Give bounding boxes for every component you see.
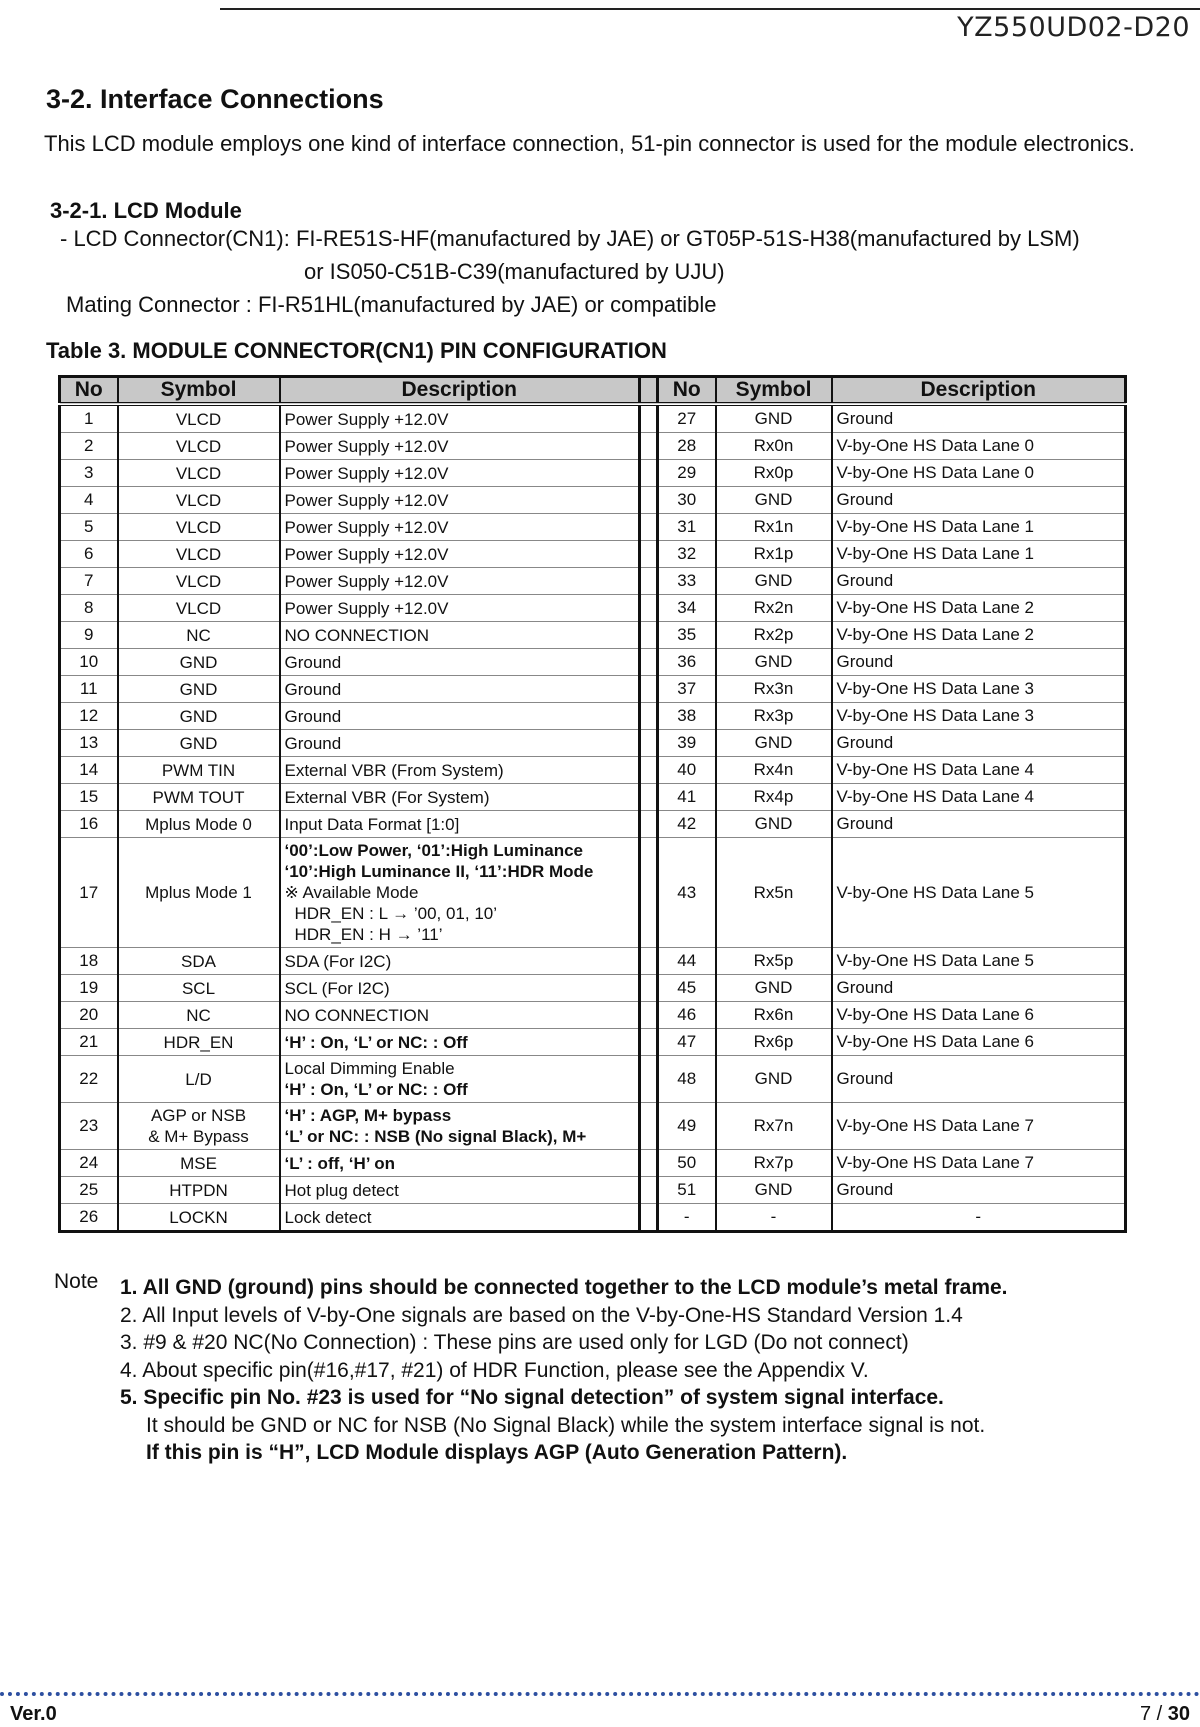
pin-description: Ground <box>832 975 1126 1002</box>
subsection-title: 3-2-1. LCD Module <box>50 198 242 223</box>
pin-description <box>280 1002 640 1029</box>
lcd-connector-line: - LCD Connector(CN1): FI-RE51S-HF(manufactured by JAE) or GT05P-51S-H38(manufactured by LSM) <box>60 226 1080 251</box>
pin-symbol: Rx4p <box>716 784 832 811</box>
table-row <box>60 622 1126 649</box>
column-gap <box>640 595 658 622</box>
pin-number: 38 <box>658 703 716 730</box>
table-row <box>60 541 1126 568</box>
pin-symbol: GND <box>118 676 280 703</box>
pin-description: Ground <box>832 730 1126 757</box>
pin-description <box>280 676 640 703</box>
table-row <box>60 838 1126 948</box>
pin-symbol: Rx7n <box>716 1103 832 1150</box>
pin-description-line: ‘H’ : AGP, M+ bypass <box>284 1106 452 1125</box>
pin-number: 27 <box>658 404 716 433</box>
pin-symbol: VLCD <box>118 514 280 541</box>
pin-number: 20 <box>60 1002 118 1029</box>
pin-description-line: ‘L’ : off, ‘H’ on <box>284 1153 395 1173</box>
table-row <box>60 1056 1126 1103</box>
pin-description-line: SCL (For I2C) <box>284 978 390 998</box>
pin-symbol: HTPDN <box>118 1177 280 1204</box>
table-row <box>60 1177 1126 1204</box>
page-current: 7 <box>1139 1703 1152 1725</box>
pin-description: Ground <box>832 487 1126 514</box>
pin-description <box>280 433 640 460</box>
pin-symbol: VLCD <box>118 541 280 568</box>
pin-description-line: HDR_EN : H → ’11’ <box>294 925 443 944</box>
pin-configuration-table <box>58 375 1127 1233</box>
pin-number: 29 <box>658 460 716 487</box>
pin-number: 19 <box>60 975 118 1002</box>
pin-symbol: Rx2n <box>716 595 832 622</box>
pin-description: Ground <box>832 404 1126 433</box>
pin-description <box>280 404 640 433</box>
pin-number: 46 <box>658 1002 716 1029</box>
pin-number: 2 <box>60 433 118 460</box>
pin-number: 16 <box>60 811 118 838</box>
pin-description: V-by-One HS Data Lane 3 <box>832 703 1126 730</box>
table-row <box>60 1204 1126 1232</box>
pin-number: 26 <box>60 1204 118 1232</box>
table-row <box>60 487 1126 514</box>
notes-label: Note <box>54 1270 99 1293</box>
pin-symbol: NC <box>118 622 280 649</box>
page-number <box>1140 1703 1190 1726</box>
pin-description <box>280 1056 640 1103</box>
pin-description <box>280 811 640 838</box>
pin-description: Ground <box>832 1177 1126 1204</box>
pin-number: 8 <box>60 595 118 622</box>
pin-description-line: Ground <box>284 652 342 672</box>
pin-description: V-by-One HS Data Lane 3 <box>832 676 1126 703</box>
pin-description <box>280 514 640 541</box>
pin-symbol: PWM TIN <box>118 757 280 784</box>
pin-symbol: LOCKN <box>118 1204 280 1232</box>
pin-number: 1 <box>60 404 118 433</box>
pin-description: - <box>832 1204 1126 1232</box>
table-row <box>60 1150 1126 1177</box>
pin-symbol: VLCD <box>118 487 280 514</box>
pin-symbol: VLCD <box>118 433 280 460</box>
pin-symbol: GND <box>118 730 280 757</box>
pin-description: V-by-One HS Data Lane 4 <box>832 784 1126 811</box>
pin-description: V-by-One HS Data Lane 6 <box>832 1002 1126 1029</box>
pin-number: 10 <box>60 649 118 676</box>
pin-description-line: Power Supply +12.0V <box>284 598 449 618</box>
pin-symbol: Rx6n <box>716 1002 832 1029</box>
pin-description-line: Input Data Format [1:0] <box>284 814 460 834</box>
pin-number: 14 <box>60 757 118 784</box>
table-row <box>60 948 1126 975</box>
pin-symbol: L/D <box>118 1056 280 1103</box>
pin-symbol: VLCD <box>118 404 280 433</box>
pin-symbol: VLCD <box>118 568 280 595</box>
pin-symbol: GND <box>716 811 832 838</box>
table-title: Table 3. MODULE CONNECTOR(CN1) PIN CONFIGURATION <box>46 338 667 363</box>
pin-number: 15 <box>60 784 118 811</box>
intro-paragraph: This LCD module employs one kind of interface connection, 51-pin connector is used for the module electronics. <box>44 131 1135 156</box>
document-id: YZ550UD02-D20 <box>957 12 1190 43</box>
pin-description <box>280 730 640 757</box>
pin-number: 35 <box>658 622 716 649</box>
pin-description-line: Ground <box>284 679 342 699</box>
header-description-right: Description <box>832 377 1126 405</box>
pin-description-line: Hot plug detect <box>284 1180 399 1200</box>
pin-number: 13 <box>60 730 118 757</box>
pin-description-line: ※ Available Mode <box>284 883 419 902</box>
pin-number: 49 <box>658 1103 716 1150</box>
pin-symbol: Rx0p <box>716 460 832 487</box>
pin-number: 33 <box>658 568 716 595</box>
pin-symbol: NC <box>118 1002 280 1029</box>
column-gap <box>640 730 658 757</box>
table-row <box>60 649 1126 676</box>
pin-description: V-by-One HS Data Lane 4 <box>832 757 1126 784</box>
pin-symbol: - <box>716 1204 832 1232</box>
pin-number: 28 <box>658 433 716 460</box>
table-row <box>60 1002 1126 1029</box>
pin-description-line: External VBR (From System) <box>284 760 504 780</box>
pin-description-line: SDA (For I2C) <box>284 951 392 971</box>
page-total: 30 <box>1167 1703 1190 1725</box>
header-rule <box>220 8 1200 10</box>
pin-symbol: Rx4n <box>716 757 832 784</box>
pin-description: V-by-One HS Data Lane 1 <box>832 541 1126 568</box>
lcd-connector-alt-line: or IS050-C51B-C39(manufactured by UJU) <box>304 259 725 284</box>
pin-number: 11 <box>60 676 118 703</box>
header-symbol-right: Symbol <box>716 377 832 405</box>
table-row <box>60 784 1126 811</box>
pin-description-line: ‘10’:High Luminance II, ‘11’:HDR Mode <box>284 862 594 881</box>
note-item: 3. #9 & #20 NC(No Connection) : These pins are used only for LGD (Do not connect) <box>120 1331 909 1354</box>
table-row <box>60 676 1126 703</box>
pin-description: V-by-One HS Data Lane 2 <box>832 622 1126 649</box>
pin-description: V-by-One HS Data Lane 5 <box>832 948 1126 975</box>
pin-symbol: HDR_EN <box>118 1029 280 1056</box>
pin-description-line: Local Dimming Enable <box>284 1059 455 1078</box>
column-gap <box>640 1056 658 1103</box>
pin-description <box>280 948 640 975</box>
mating-connector-line: Mating Connector : FI-R51HL(manufactured by JAE) or compatible <box>66 292 717 317</box>
pin-symbol: GND <box>716 1177 832 1204</box>
column-gap <box>640 377 658 405</box>
pin-description <box>280 595 640 622</box>
header-no-right: No <box>658 377 716 405</box>
pin-symbol: Mplus Mode 1 <box>118 838 280 948</box>
pin-number: 30 <box>658 487 716 514</box>
table-row <box>60 1103 1126 1150</box>
pin-symbol: GND <box>716 730 832 757</box>
table-row <box>60 703 1126 730</box>
pin-description-line: Power Supply +12.0V <box>284 463 449 483</box>
pin-symbol: GND <box>716 649 832 676</box>
pin-number: 32 <box>658 541 716 568</box>
table-row <box>60 811 1126 838</box>
pin-symbol: SCL <box>118 975 280 1002</box>
note-item: 4. About specific pin(#16,#17, #21) of HDR Function, please see the Appendix V. <box>120 1358 869 1382</box>
pin-symbol: AGP or NSB & M+ Bypass <box>118 1103 280 1150</box>
column-gap <box>640 541 658 568</box>
header-no: No <box>60 377 118 405</box>
pin-number: 47 <box>658 1029 716 1056</box>
pin-symbol: Rx3p <box>716 703 832 730</box>
pin-description: V-by-One HS Data Lane 1 <box>832 514 1126 541</box>
pin-number: 17 <box>60 838 118 948</box>
pin-description-line: HDR_EN : L → ’00, 01, 10’ <box>294 904 498 923</box>
column-gap <box>640 1103 658 1150</box>
pin-description-line: External VBR (For System) <box>284 787 490 807</box>
pin-number: 24 <box>60 1150 118 1177</box>
pin-description <box>280 622 640 649</box>
pin-symbol: GND <box>716 568 832 595</box>
pin-symbol: Rx7p <box>716 1150 832 1177</box>
pin-number: - <box>658 1204 716 1232</box>
pin-number: 6 <box>60 541 118 568</box>
pin-description-line: Power Supply +12.0V <box>284 436 449 456</box>
pin-description <box>280 1204 640 1232</box>
pin-description: V-by-One HS Data Lane 7 <box>832 1103 1126 1150</box>
pin-description-line: ‘H’ : On, ‘L’ or NC: : Off <box>284 1032 468 1052</box>
pin-description: V-by-One HS Data Lane 2 <box>832 595 1126 622</box>
pin-number: 22 <box>60 1056 118 1103</box>
column-gap <box>640 622 658 649</box>
table-row <box>60 757 1126 784</box>
pin-number: 18 <box>60 948 118 975</box>
pin-description <box>280 838 640 948</box>
pin-description <box>280 541 640 568</box>
table-row <box>60 595 1126 622</box>
column-gap <box>640 1177 658 1204</box>
pin-number: 34 <box>658 595 716 622</box>
pin-description <box>280 649 640 676</box>
table-row <box>60 975 1126 1002</box>
column-gap <box>640 811 658 838</box>
column-gap <box>640 676 658 703</box>
column-gap <box>640 1150 658 1177</box>
section-title: 3-2. Interface Connections <box>46 84 384 114</box>
pin-number: 3 <box>60 460 118 487</box>
column-gap <box>640 948 658 975</box>
pin-description-line: NO CONNECTION <box>284 1005 429 1025</box>
column-gap <box>640 975 658 1002</box>
pin-symbol: Mplus Mode 0 <box>118 811 280 838</box>
pin-number: 42 <box>658 811 716 838</box>
pin-symbol: GND <box>716 1056 832 1103</box>
pin-symbol: GND <box>716 487 832 514</box>
pin-description: V-by-One HS Data Lane 6 <box>832 1029 1126 1056</box>
pin-description: Ground <box>832 811 1126 838</box>
pin-symbol: Rx1n <box>716 514 832 541</box>
note-item: It should be GND or NC for NSB (No Signal Black) while the system interface signal is not. <box>146 1413 986 1437</box>
pin-description: Ground <box>832 568 1126 595</box>
pin-symbol: GND <box>118 703 280 730</box>
footer-rule <box>0 1692 1200 1696</box>
column-gap <box>640 838 658 948</box>
column-gap <box>640 487 658 514</box>
pin-description-line: ‘00’:Low Power, ‘01’:High Luminance <box>284 841 584 860</box>
pin-description-line: ‘H’ : On, ‘L’ or NC: : Off <box>284 1080 468 1099</box>
table-row <box>60 404 1126 433</box>
pin-description <box>280 703 640 730</box>
pin-symbol: Rx5n <box>716 838 832 948</box>
table-row <box>60 1029 1126 1056</box>
pin-description-line: Ground <box>284 733 342 753</box>
column-gap <box>640 784 658 811</box>
column-gap <box>640 460 658 487</box>
column-gap <box>640 757 658 784</box>
pin-symbol: Rx3n <box>716 676 832 703</box>
pin-description <box>280 757 640 784</box>
table-row <box>60 433 1126 460</box>
pin-number: 43 <box>658 838 716 948</box>
pin-description-line: Power Supply +12.0V <box>284 544 449 564</box>
pin-number: 4 <box>60 487 118 514</box>
pin-description <box>280 1103 640 1150</box>
pin-number: 44 <box>658 948 716 975</box>
pin-symbol: GND <box>716 975 832 1002</box>
pin-description <box>280 1029 640 1056</box>
pin-number: 21 <box>60 1029 118 1056</box>
pin-description-line: ‘L’ or NC: : NSB (No signal Black), M+ <box>284 1127 587 1146</box>
pin-symbol: PWM TOUT <box>118 784 280 811</box>
pin-description: V-by-One HS Data Lane 7 <box>832 1150 1126 1177</box>
pin-number: 45 <box>658 975 716 1002</box>
pin-number: 36 <box>658 649 716 676</box>
note-item: 1. All GND (ground) pins should be connected together to the LCD module’s metal frame. <box>120 1276 1008 1299</box>
pin-description-line: Power Supply +12.0V <box>284 409 449 429</box>
pin-description-line: NO CONNECTION <box>284 625 429 645</box>
pin-number: 7 <box>60 568 118 595</box>
table-header-row <box>60 377 1126 405</box>
column-gap <box>640 404 658 433</box>
pin-number: 23 <box>60 1103 118 1150</box>
pin-number: 39 <box>658 730 716 757</box>
pin-symbol: VLCD <box>118 460 280 487</box>
pin-symbol: GND <box>716 404 832 433</box>
pin-number: 9 <box>60 622 118 649</box>
pin-description <box>280 784 640 811</box>
pin-number: 37 <box>658 676 716 703</box>
pin-description-line: Lock detect <box>284 1207 372 1227</box>
table-row <box>60 568 1126 595</box>
pin-symbol: GND <box>118 649 280 676</box>
pin-number: 48 <box>658 1056 716 1103</box>
page-separator: / <box>1151 1703 1168 1725</box>
pin-description-line: Power Supply +12.0V <box>284 517 449 537</box>
version-label: Ver.0 <box>10 1703 57 1725</box>
pin-description <box>280 568 640 595</box>
note-item: 2. All Input levels of V-by-One signals are based on the V-by-One-HS Standard Version 1.4 <box>120 1303 963 1327</box>
pin-number: 31 <box>658 514 716 541</box>
note-item: If this pin is “H”, LCD Module displays AGP (Auto Generation Pattern). <box>146 1441 848 1464</box>
note-item: 5. Specific pin No. #23 is used for “No signal detection” of system signal interface. <box>120 1386 944 1409</box>
header-symbol: Symbol <box>118 377 280 405</box>
column-gap <box>640 1002 658 1029</box>
pin-number: 5 <box>60 514 118 541</box>
pin-number: 12 <box>60 703 118 730</box>
pin-number: 50 <box>658 1150 716 1177</box>
pin-number: 25 <box>60 1177 118 1204</box>
pin-symbol: Rx1p <box>716 541 832 568</box>
pin-description: V-by-One HS Data Lane 0 <box>832 433 1126 460</box>
pin-description <box>280 975 640 1002</box>
pin-symbol: VLCD <box>118 595 280 622</box>
pin-description <box>280 460 640 487</box>
pin-symbol: Rx2p <box>716 622 832 649</box>
pin-description-line: Power Supply +12.0V <box>284 490 449 510</box>
column-gap <box>640 1204 658 1232</box>
pin-symbol: MSE <box>118 1150 280 1177</box>
table-row <box>60 730 1126 757</box>
pin-description <box>280 487 640 514</box>
pin-description: Ground <box>832 1056 1126 1103</box>
pin-description <box>280 1150 640 1177</box>
table-row <box>60 514 1126 541</box>
column-gap <box>640 649 658 676</box>
column-gap <box>640 433 658 460</box>
pin-description-line: Ground <box>284 706 342 726</box>
pin-description-line: Power Supply +12.0V <box>284 571 449 591</box>
table-row <box>60 460 1126 487</box>
column-gap <box>640 514 658 541</box>
pin-number: 40 <box>658 757 716 784</box>
pin-symbol: Rx6p <box>716 1029 832 1056</box>
pin-symbol: Rx0n <box>716 433 832 460</box>
column-gap <box>640 1029 658 1056</box>
pin-symbol: SDA <box>118 948 280 975</box>
pin-description <box>280 1177 640 1204</box>
header-description: Description <box>280 377 640 405</box>
pin-number: 51 <box>658 1177 716 1204</box>
pin-description: V-by-One HS Data Lane 0 <box>832 460 1126 487</box>
pin-symbol: Rx5p <box>716 948 832 975</box>
pin-description: V-by-One HS Data Lane 5 <box>832 838 1126 948</box>
pin-number: 41 <box>658 784 716 811</box>
pin-description: Ground <box>832 649 1126 676</box>
column-gap <box>640 568 658 595</box>
column-gap <box>640 703 658 730</box>
